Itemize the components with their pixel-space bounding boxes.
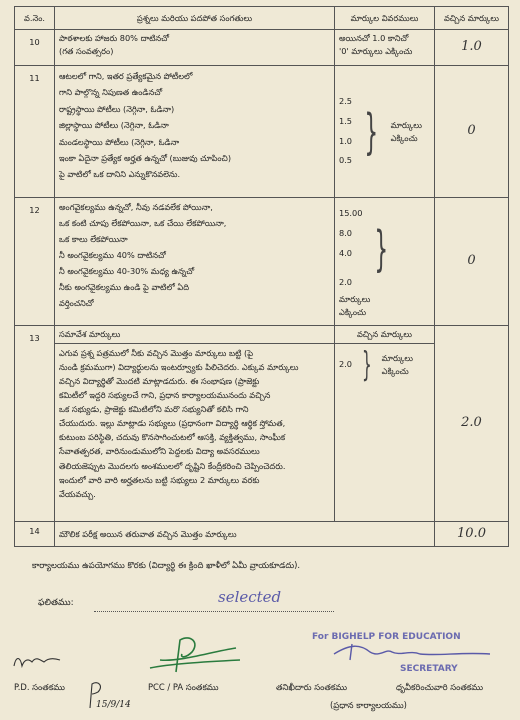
row-marks [335,198,435,326]
brace-icon: } [374,220,389,277]
row-marks [335,326,435,522]
marks-label-line: మార్కులు [390,119,422,130]
obtained-handwritten: 0 [467,253,476,269]
question-line: పాఠశాలకు హాజరు 80% దాటినచో [59,33,170,43]
question-line: పై వాటిలో ఒక దానిని ఎన్నుకొనవలెను. [59,169,181,180]
table-row-11 [15,66,509,198]
marks-value: 4.0 [339,247,353,258]
question-line: ఒక సభ్యుడు, ప్రాజెక్టు కమిటిలోని మరొ సభ్యునితో కలిసి గాని [59,404,249,415]
header-marks-details: మార్కుల వివరములు [335,7,435,30]
row-number: 13 [15,326,55,522]
row-obtained [435,326,509,522]
question-line: కమిటీలో ఇద్దరి సభ్యులచే గాని, ప్రధాన కార్యాలయమునందు వచ్చిన [59,390,271,401]
obtained-handwritten: 0 [467,123,476,139]
result-line [94,610,334,612]
question-line: ఎగువ ప్రశ్న పత్రములో నీకు వచ్చిన మొత్తం మార్కులు బట్టి (పై [59,347,254,358]
marks-value: 0.5 [339,155,353,166]
obtained-handwritten: 1.0 [461,39,482,55]
header-obtained: వచ్చిన మార్కులు [435,7,509,30]
brace-icon: } [364,103,379,160]
row-number: 12 [15,198,55,326]
question-line: ఒక కాలు లేకపోయినా [59,233,128,244]
pd-signature-icon [10,648,70,678]
section-title: సమావేశ మార్కులు [55,326,334,344]
row-question [55,66,335,198]
question-line: జిల్లాస్థాయి పోటీలు (నెగ్గినా, ఓడినా [59,120,169,131]
question-line: వేయవచ్చు. [59,488,96,499]
table-header-row [15,7,509,30]
question-line: (గత సంవత్సరం) [59,45,114,56]
row-obtained [435,522,509,547]
row-number: 14 [15,522,55,547]
row-obtained [435,66,509,198]
question-line: అంగవైకల్యము ఉన్నచో, నీవు నడవలేక పోయినా, [59,202,213,212]
checker-signature-label: తనిఖీదారు సంతకము [276,682,347,692]
marks-values [339,92,352,171]
question-line: ఆటలలో గాని, ఇతర ప్రత్యేకమైన పోటీలలో [59,71,193,81]
marks-label-line: ఎక్కించు [381,365,409,376]
pcc-signature-label: PCC / PA సంతకము [148,682,219,692]
marks-values [339,204,362,293]
question-line: కుటుంబ పరిస్థితి, చదువు కొనసాగించుటలో ఆసక్తి, వ్యక్తిత్వము, సాంఘీక [59,432,286,443]
header-serial: వ.నెం. [15,7,55,30]
marks-value: 2.0 [339,359,353,370]
table-row-13 [15,326,509,522]
row-question: మౌలిక పరీక్ష అయిన తరువాత వచ్చిన మొత్తం మార్కులు [55,522,435,547]
row-question [55,198,335,326]
question-line: ఒక కంటి చూపు లేకపోయినా, ఒక చేయి లేకపోయినా, [59,217,227,228]
marks-label-line: మార్కులు [381,353,413,363]
question-line: వచ్చిన విద్యార్థితో మొదటి మాట్లాడదురు. ఈ సంభాషణ (ప్రాజెక్టు [59,375,260,386]
marks-label [339,293,370,318]
marks-value: 8.0 [339,228,353,239]
main-office-label: (ప్రధాన కార్యాలయము) [330,700,407,710]
marks-label-line: మార్కులు [339,294,371,305]
marks-value: 15.00 [339,208,363,219]
question-line: సేవాతత్పరత, వారినుండుములోని పెద్దలకు విద్యా అవసరములు [59,446,260,457]
question-line: నీకు అంగవైకల్యము ఉండి పై వాటిలో ఏది [59,281,189,292]
question-line: రాష్ట్రస్థాయి పోటీలు (నెగ్గినా, ఓడినా) [59,103,175,114]
date-handwritten: 15/9/14 [96,700,131,710]
date-mark-icon [84,678,144,716]
secretary-signature-icon [330,640,500,670]
row-number: 11 [15,66,55,198]
row-marks [335,66,435,198]
question-line: మండలస్థాయి పోటీలు (నెగ్గినా, ఓడినా [59,136,180,147]
pd-signature-label: P.D. సంతకము [14,682,65,692]
marks-value: 1.5 [339,115,353,126]
marks-table [14,6,509,547]
marks-label [391,119,422,144]
stamp-line-2: SECRETARY [400,664,458,674]
table-row-12 [15,198,509,326]
question-line: తెలియజెప్పుట మొదలగు అంశములలో దృష్టిని కేంద్రీకరించి చెప్పించెదరు. [59,460,286,471]
marks-subheader: వచ్చిన మార్కులు [335,326,434,344]
row-obtained [435,198,509,326]
table-row-14 [15,522,509,547]
stamp-line-1: For BIGHELP FOR EDUCATION [312,632,461,642]
question-line: ఇందులో వారి వారి అర్హతలను బట్టి సభ్యులు 2 మార్కులు వరకు [59,474,260,485]
question-line: గాని పాల్గొన్న నిపుణత ఉండినచో [59,87,163,98]
brace-icon: } [361,344,372,385]
marks-values [339,358,352,371]
row-question [55,30,335,66]
header-question: ప్రశ్నలు మరియు పదపోత సంగతులు [55,7,335,30]
marks-value: 2.5 [339,96,353,107]
result-handwritten: selected [218,588,282,606]
question-line: నుండి క్రమముగా) విద్యార్థులను ఇంటర్వ్యూకు పిలిచెదరు. ఎక్కువ మార్కులు [59,361,299,372]
row-question [55,326,335,522]
row-marks [335,30,435,66]
pcc-signature-icon [140,632,250,682]
marks-label-line: ఎక్కించు [390,132,418,143]
question-line: ఇంకా ఏదైనా ప్రత్యేక అర్హత ఉన్నచో (బుజువు చూపించి) [59,153,232,164]
question-line: వర్తించనిచో [59,297,94,308]
marks-value: 1.0 [339,135,353,146]
section-body [55,344,334,503]
marks-line: అయినచో 1.0 కానిచో [339,33,409,43]
verifier-signature-label: ధృవీకరించువారి సంతకము [396,682,484,692]
marks-block [335,344,434,386]
marks-value: 2.0 [339,277,353,288]
marks-label-line: ఎక్కించు [339,306,367,317]
office-use-note: కార్యాలయము ఉపయోగము కొరకు (విద్యార్థి ఈ క్రింది ఖాళీలో ఏమీ వ్రాయకూడదు). [32,560,301,570]
question-line: నీ అంగవైకల్యము 40% దాటినచో [59,249,166,260]
question-line: నీ అంగవైకల్యము 40-30% మధ్య ఉన్నచో [59,265,195,276]
result-label: ఫలితము: [38,598,74,608]
total-handwritten: 10.0 [457,526,486,541]
obtained-handwritten: 2.0 [461,415,482,431]
row-obtained [435,30,509,66]
table-row-10 [15,30,509,66]
row-number: 10 [15,30,55,66]
marks-label [382,352,413,377]
question-line: చేయుదురు. ఇల్లు మాట్లాడు సభ్యులు (ప్రధానంగా విద్యార్థి ఆర్థిక స్తోమత, [59,418,286,429]
marks-line: '0' మార్కులు ఎక్కించు [339,45,413,56]
